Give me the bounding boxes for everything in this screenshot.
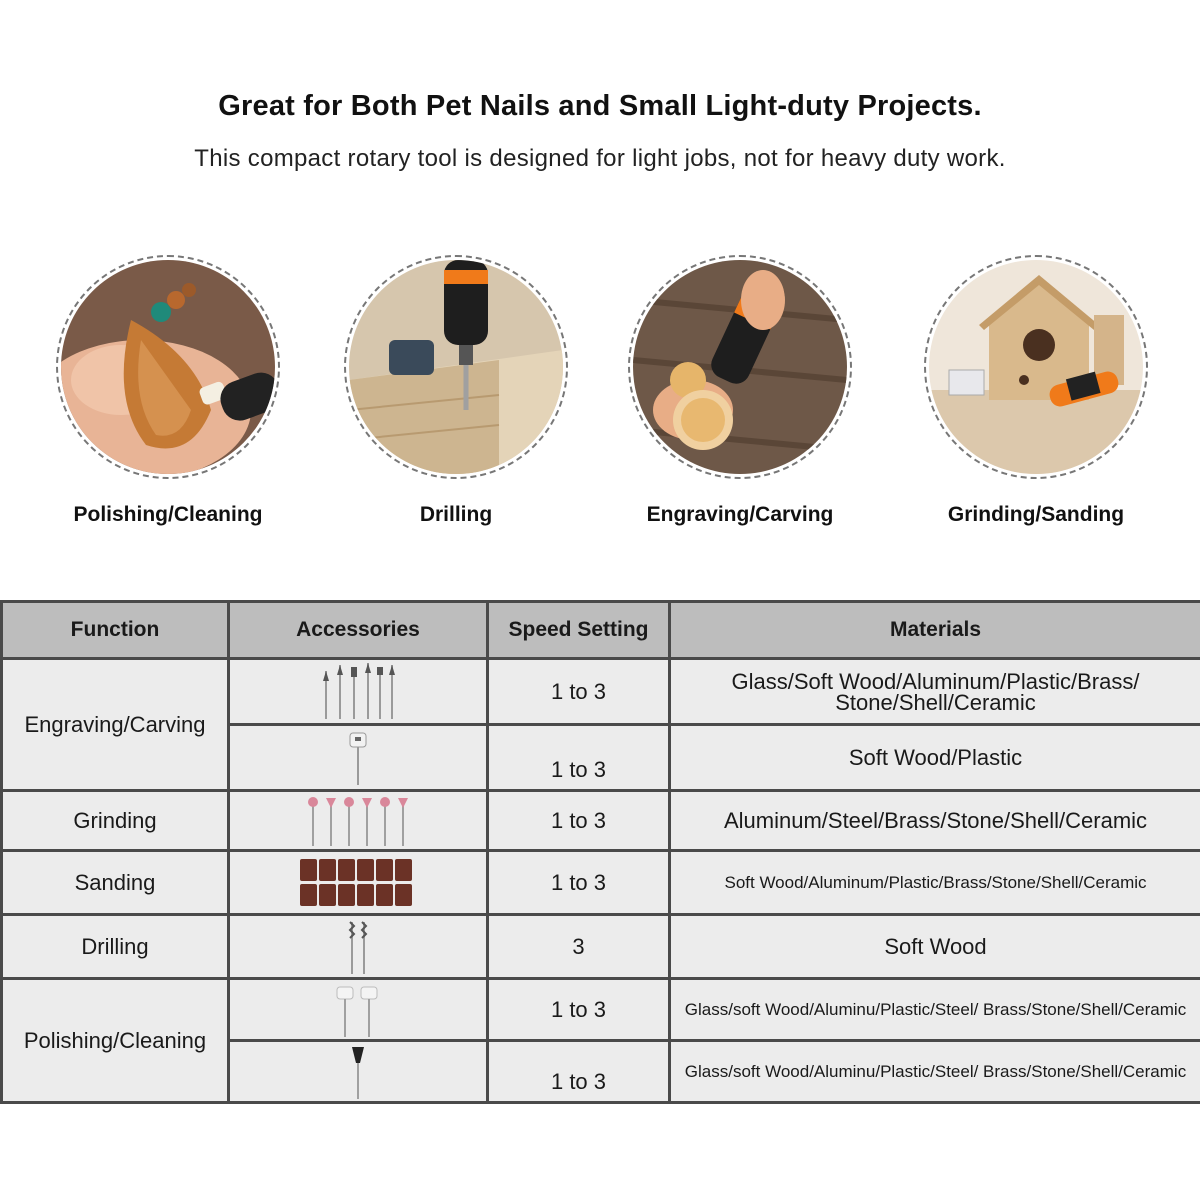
use-label-grinding: Grinding/Sanding bbox=[947, 503, 1125, 526]
table-header-row bbox=[2, 602, 1200, 659]
accessory-cutting-wheel-icon bbox=[229, 725, 488, 791]
function-cell: Grinding bbox=[2, 791, 229, 851]
function-cell: Sanding bbox=[2, 851, 229, 915]
page-subtitle: This compact rotary tool is designed for light jobs, not for heavy duty work. bbox=[194, 145, 1006, 172]
function-cell: Engraving/Carving bbox=[2, 659, 229, 791]
materials-cell: Glass/soft Wood/Aluminu/Plastic/Steel/ Brass/Stone/Shell/Ceramic bbox=[670, 1041, 1200, 1103]
accessory-cleaning-brush-icon bbox=[229, 1041, 488, 1103]
accessory-grinding-stones-icon bbox=[229, 791, 488, 851]
drilling-photo-icon bbox=[344, 255, 568, 479]
materials-cell: Soft Wood/Aluminum/Plastic/Brass/Stone/Shell/Ceramic bbox=[670, 851, 1200, 915]
accessory-drill-bits-icon bbox=[229, 915, 488, 979]
materials-cell: Aluminum/Steel/Brass/Stone/Shell/Ceramic bbox=[670, 791, 1200, 851]
table-row bbox=[2, 979, 1200, 1041]
use-engraving bbox=[610, 255, 870, 527]
function-cell: Drilling bbox=[2, 915, 229, 979]
polishing-photo-icon bbox=[56, 255, 280, 479]
use-grinding bbox=[906, 255, 1166, 527]
table-row bbox=[2, 659, 1200, 725]
use-drilling bbox=[326, 255, 586, 527]
use-label-engraving: Engraving/Carving bbox=[646, 503, 834, 526]
materials-cell: Soft Wood/Plastic bbox=[670, 725, 1200, 791]
use-case-gallery bbox=[0, 255, 1200, 535]
header-accessories: Accessories bbox=[229, 602, 488, 659]
header-function: Function bbox=[2, 602, 229, 659]
speed-cell: 1 to 3 bbox=[488, 725, 670, 791]
materials-cell: Glass/soft Wood/Aluminu/Plastic/Steel/ Brass/Stone/Shell/Ceramic bbox=[670, 979, 1200, 1041]
page-headline: Great for Both Pet Nails and Small Light-duty Projects. bbox=[218, 90, 982, 122]
speed-cell: 1 to 3 bbox=[488, 791, 670, 851]
speed-cell: 1 to 3 bbox=[488, 979, 670, 1041]
speed-cell: 1 to 3 bbox=[488, 1041, 670, 1103]
function-spec-table bbox=[0, 600, 1200, 1104]
table-row bbox=[2, 791, 1200, 851]
function-cell: Polishing/Cleaning bbox=[2, 979, 229, 1103]
header-speed: Speed Setting bbox=[488, 602, 670, 659]
table-row bbox=[2, 851, 1200, 915]
accessory-engraving-bits-icon bbox=[229, 659, 488, 725]
accessory-sanding-bands-icon bbox=[229, 851, 488, 915]
use-polishing bbox=[38, 255, 298, 527]
speed-cell: 1 to 3 bbox=[488, 851, 670, 915]
speed-cell: 3 bbox=[488, 915, 670, 979]
table-row bbox=[2, 915, 1200, 979]
materials-cell: Soft Wood bbox=[670, 915, 1200, 979]
use-label-drilling: Drilling bbox=[419, 503, 493, 526]
engraving-photo-icon bbox=[628, 255, 852, 479]
grinding-photo-icon bbox=[924, 255, 1148, 479]
materials-cell: Glass/Soft Wood/Aluminum/Plastic/Brass/ Stone/Shell/Ceramic bbox=[670, 659, 1200, 725]
accessory-felt-wheels-icon bbox=[229, 979, 488, 1041]
speed-cell: 1 to 3 bbox=[488, 659, 670, 725]
use-label-polishing: Polishing/Cleaning bbox=[73, 503, 263, 526]
header-materials: Materials bbox=[670, 602, 1200, 659]
